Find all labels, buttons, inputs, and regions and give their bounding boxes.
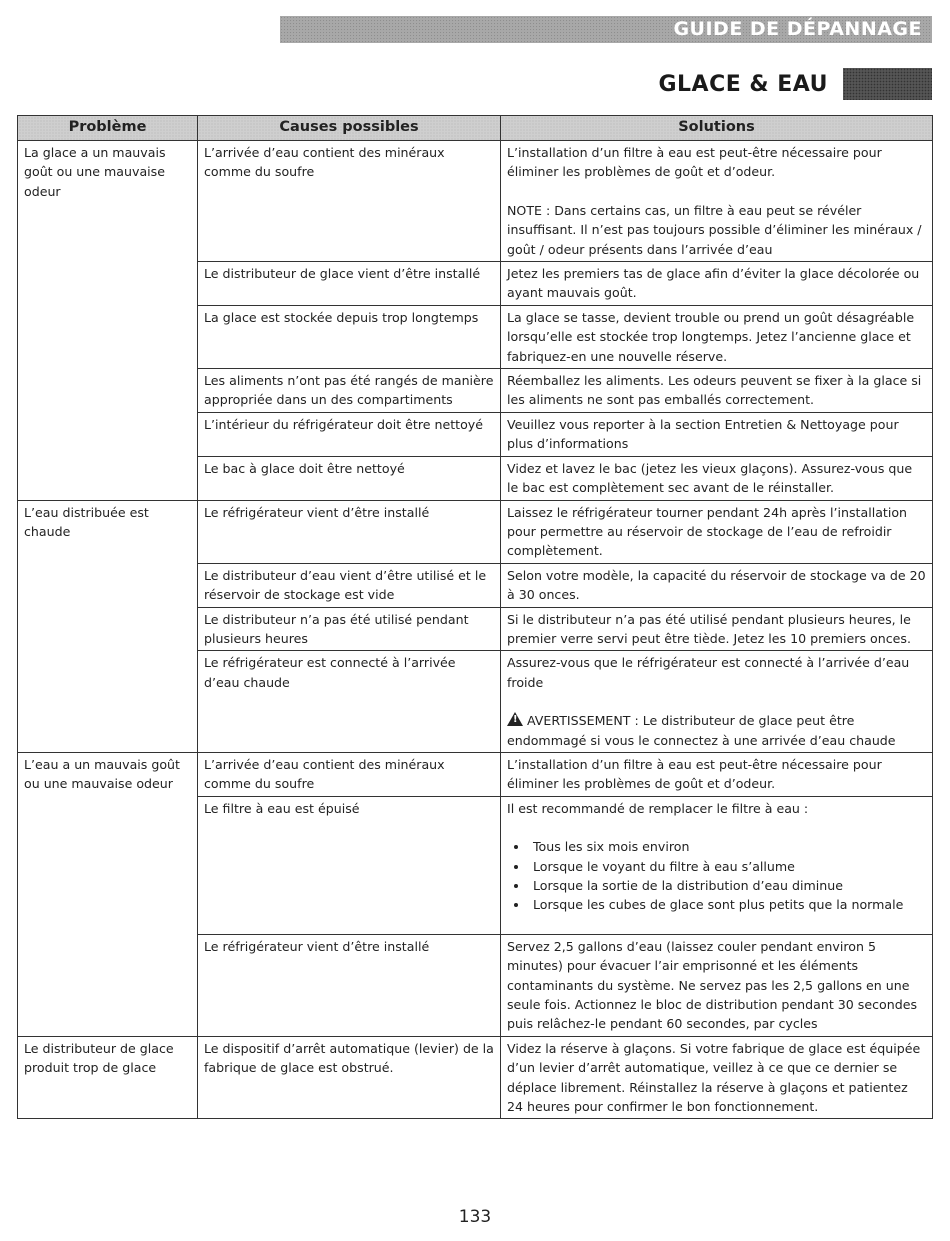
solution-cell: Jetez les premiers tas de glace afin d’éviter la glace décolorée ou ayant mauvais goût. — [501, 262, 933, 306]
cause-cell: La glace est stockée depuis trop longtemps — [198, 305, 501, 368]
cause-cell: Le réfrigérateur est connecté à l’arrivée d’eau chaude — [198, 651, 501, 753]
solution-cell — [501, 651, 933, 753]
table-header-row — [18, 116, 933, 141]
cause-cell: L’arrivée d’eau contient des minéraux comme du soufre — [198, 141, 501, 262]
solution-cell: L’installation d’un filtre à eau est peut-être nécessaire pour éliminer les problèmes de goût et d’odeur. — [501, 752, 933, 796]
list-item: • Lorsque le voyant du filtre à eau s’allume — [529, 857, 926, 876]
cause-cell: Le distributeur n’a pas été utilisé pendant plusieurs heures — [198, 607, 501, 651]
warning-text: AVERTISSEMENT : Le distributeur de glace peut être endommagé si vous le connectez à une arrivée d’eau chaude — [507, 713, 896, 748]
header-banner: GUIDE DE DÉPANNAGE — [280, 16, 932, 43]
page-number: 133 — [458, 1207, 492, 1227]
solution-cell: Réemballez les aliments. Les odeurs peuvent se fixer à la glace si les aliments ne sont pas emballés correctement. — [501, 369, 933, 413]
cause-cell: Le réfrigérateur vient d’être installé — [198, 500, 501, 563]
problem-cell: Le distributeur de glace produit trop de glace — [18, 1036, 198, 1119]
solution-cell: Veuillez vous reporter à la section Entretien & Nettoyage pour plus d’informations — [501, 412, 933, 456]
solution-cell: Selon votre modèle, la capacité du réservoir de stockage va de 20 à 30 onces. — [501, 563, 933, 607]
column-header-problem: Problème — [18, 116, 198, 141]
list-item: • Lorsque les cubes de glace sont plus petits que la normale — [529, 895, 926, 914]
cause-cell: Les aliments n’ont pas été rangés de manière appropriée dans un des compartiments — [198, 369, 501, 413]
bullet-list — [507, 837, 926, 915]
table-row — [18, 141, 933, 262]
column-header-solutions: Solutions — [501, 116, 933, 141]
cause-cell: L’arrivée d’eau contient des minéraux comme du soufre — [198, 752, 501, 796]
column-header-causes: Causes possibles — [198, 116, 501, 141]
cause-cell: Le filtre à eau est épuisé — [198, 796, 501, 934]
troubleshooting-table — [17, 115, 933, 1119]
cause-cell: Le distributeur de glace vient d’être installé — [198, 262, 501, 306]
cause-cell: Le distributeur d’eau vient d’être utilisé et le réservoir de stockage est vide — [198, 563, 501, 607]
solution-text: Assurez-vous que le réfrigérateur est connecté à l’arrivée d’eau froide — [507, 655, 910, 690]
solution-warning — [507, 711, 926, 750]
solution-cell: Servez 2,5 gallons d’eau (laissez couler pendant environ 5 minutes) pour évacuer l’air emprisonné et les éléments contaminants du système. Ne servez pas les 2,5 gallons en une seule fois. Actionnez le bloc de distribution pendant 30 secondes puis relâchez-le pendant 60 secondes, par cycles — [501, 934, 933, 1036]
section-title: GLACE & EAU — [658, 72, 828, 97]
list-item: • Lorsque la sortie de la distribution d’eau diminue — [529, 876, 926, 895]
table-row — [18, 500, 933, 563]
problem-cell: L’eau distribuée est chaude — [18, 500, 198, 752]
cause-cell: Le réfrigérateur vient d’être installé — [198, 934, 501, 1036]
table-row — [18, 1036, 933, 1119]
solution-cell: Videz et lavez le bac (jetez les vieux glaçons). Assurez-vous que le bac est complètement sec avant de le réinstaller. — [501, 456, 933, 500]
solution-text: L’installation d’un filtre à eau est peut-être nécessaire pour éliminer les problèmes de goût et d’odeur. — [507, 145, 882, 180]
problem-cell: L’eau a un mauvais goût ou une mauvaise odeur — [18, 752, 198, 1036]
solution-cell: Laissez le réfrigérateur tourner pendant 24h après l’installation pour permettre au réservoir de stockage de l’eau de refroidir complètement. — [501, 500, 933, 563]
cause-cell: Le bac à glace doit être nettoyé — [198, 456, 501, 500]
solution-cell: Si le distributeur n’a pas été utilisé pendant plusieurs heures, le premier verre servi peut être tiède. Jetez les 10 premiers onces. — [501, 607, 933, 651]
cause-cell: Le dispositif d’arrêt automatique (levier) de la fabrique de glace est obstrué. — [198, 1036, 501, 1119]
solution-cell — [501, 796, 933, 934]
solution-note: NOTE : Dans certains cas, un filtre à eau peut se révéler insuffisant. Il n’est pas toujours possible d’éliminer les minéraux / goût / odeur présents dans l’arrivée d’eau — [507, 202, 922, 257]
solution-cell — [501, 141, 933, 262]
section-title-block — [843, 68, 932, 100]
solution-cell: La glace se tasse, devient trouble ou prend un goût désagréable lorsqu’elle est stockée trop longtemps. Jetez l’ancienne glace et fabriquez-en une nouvelle réserve. — [501, 305, 933, 368]
cause-cell: L’intérieur du réfrigérateur doit être nettoyé — [198, 412, 501, 456]
solution-cell: Videz la réserve à glaçons. Si votre fabrique de glace est équipée d’un levier d’arrêt automatique, veillez à ce que ce dernier se déplace librement. Réinstallez la réserve à glaçons et patientez 24 heures pour confirmer le bon fonctionnement. — [501, 1036, 933, 1119]
table-row — [18, 752, 933, 796]
list-item: • Tous les six mois environ — [529, 837, 926, 856]
solution-text: Il est recommandé de remplacer le filtre à eau : — [507, 800, 809, 816]
problem-cell: La glace a un mauvais goût ou une mauvaise odeur — [18, 141, 198, 501]
warning-triangle-icon — [507, 712, 523, 726]
